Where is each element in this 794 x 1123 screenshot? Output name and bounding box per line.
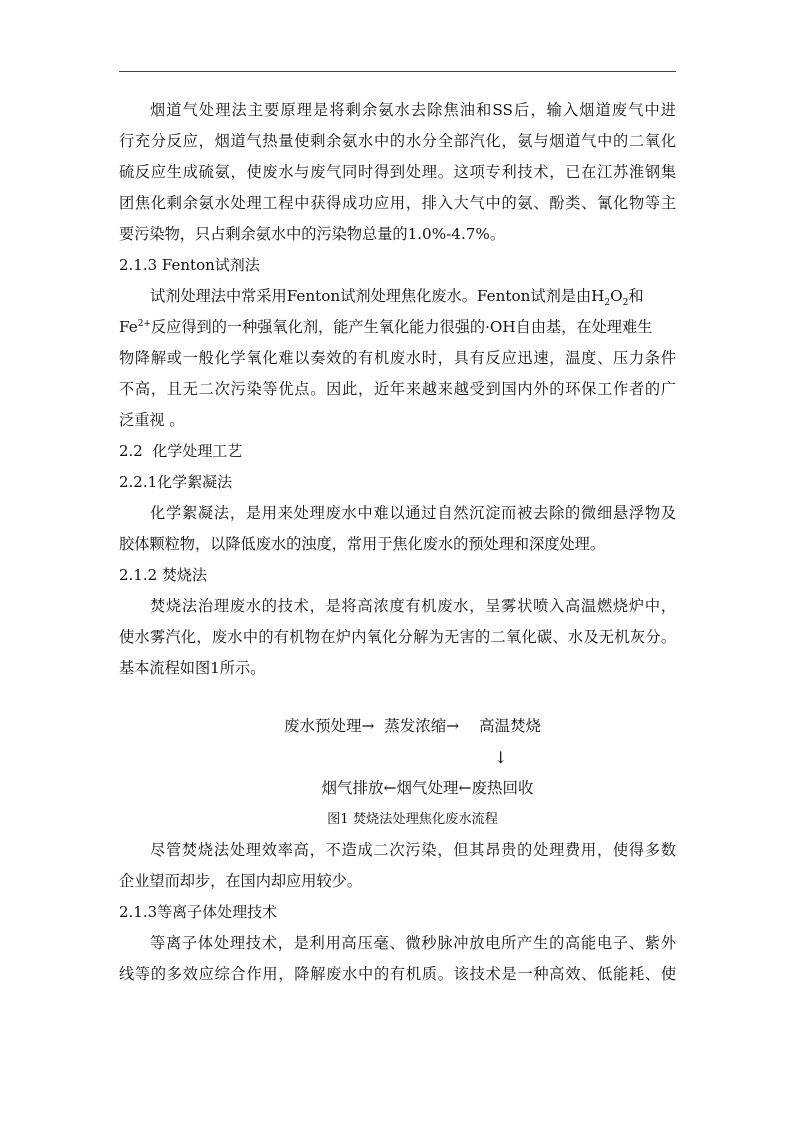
section-heading-fenton: 2.1.3 Fenton试剂法 xyxy=(119,256,260,274)
paragraph-line: 团焦化剩余氨水处理工程中获得成功应用，排入大气中的氨、酚类、氰化物等主 xyxy=(119,194,676,212)
paragraph-line: 要污染物，只占剩余氨水中的污染物总量的1.0%-4.7%。 xyxy=(119,225,506,243)
subscript: 2 xyxy=(622,298,629,309)
document-page xyxy=(119,95,676,990)
paragraph-line: 化学絮凝法，是用来处理废水中难以通过自然沉淀而被去除的微细悬浮物及 xyxy=(150,504,676,522)
paragraph-line: 企业望而却步，在国内却应用较少。 xyxy=(119,872,362,890)
flow-row-2: 烟气排放←烟气处理←废热回收 xyxy=(321,779,534,797)
text-run: 试剂处理法中常采用Fenton试剂处理焦化废水。Fenton试剂是由H xyxy=(150,287,605,305)
section-heading-flocculation: 2.2.1化学絮凝法 xyxy=(119,473,233,491)
paragraph-line: 物降解或一般化学氧化难以奏效的有机废水时，具有反应迅速，温度、压力条件 xyxy=(119,349,676,367)
text-run: 和 xyxy=(628,287,644,305)
flow-row-1: 废水预处理→ 蒸发浓缩→ 高温焚烧 xyxy=(283,717,542,735)
section-heading-chemical: 2.2 化学处理工艺 xyxy=(119,442,243,460)
paragraph-line: 硫反应生成硫氨，使废水与废气同时得到处理。这项专利技术，已在江苏淮钢集 xyxy=(119,163,676,181)
figure-caption: 图1 焚烧法处理焦化废水流程 xyxy=(327,812,498,827)
paragraph-line: 尽管焚烧法处理效率高，不造成二次污染，但其昂贵的处理费用，使得多数 xyxy=(150,841,676,859)
paragraph-line: 烟道气处理法主要原理是将剩余氨水去除焦油和SS后，输入烟道废气中进 xyxy=(150,101,676,119)
paragraph-line xyxy=(119,312,676,343)
paragraph-line: 不高，且无二次污染等优点。因此，近年来越来越受到国内外的环保工作者的广 xyxy=(119,380,676,398)
section-heading-incineration: 2.1.2 焚烧法 xyxy=(119,566,207,584)
paragraph-line: 等离子体处理技术，是利用高压毫、微秒脉冲放电所产生的高能电子、紫外 xyxy=(150,934,676,952)
text-run: O xyxy=(610,287,623,305)
text-run: 反应得到的一种强氧化剂，能产生氧化能力很强的·OH自由基，在处理难生 xyxy=(150,318,653,336)
paragraph-line: 焚烧法治理废水的技术，是将高浓度有机废水，呈雾状喷入高温燃烧炉中， xyxy=(150,597,676,615)
paragraph-line: 线等的多效应综合作用，降解废水中的有机质。该技术是一种高效、低能耗、使 xyxy=(119,965,676,983)
superscript: 2+ xyxy=(137,318,151,329)
down-arrow-icon: ↓ xyxy=(494,748,508,767)
subscript: 2 xyxy=(604,298,611,309)
paragraph-line: 胶体颗粒物，以降低废水的浊度，常用于焦化废水的预处理和深度处理。 xyxy=(119,535,605,553)
paragraph-line: 行充分反应，烟道气热量使剩余氨水中的水分全部汽化，氨与烟道气中的二氧化 xyxy=(119,132,676,150)
text-run: Fe xyxy=(119,318,138,336)
header-rule xyxy=(119,71,676,72)
paragraph-line xyxy=(119,281,676,312)
paragraph-line: 泛重视 。 xyxy=(119,411,185,429)
section-heading-plasma: 2.1.3等离子体处理技术 xyxy=(119,903,278,921)
paragraph-line: 使水雾汽化，废水中的有机物在炉内氧化分解为无害的二氧化碳、水及无机灰分。 xyxy=(119,628,676,646)
paragraph-line: 基本流程如图1所示。 xyxy=(119,659,266,677)
